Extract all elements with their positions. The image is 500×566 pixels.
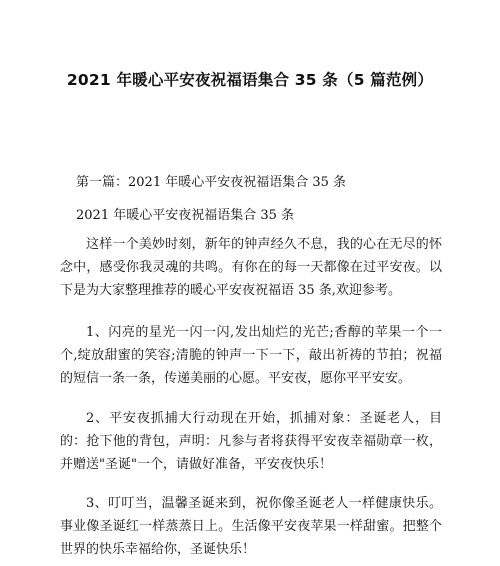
blessing-paragraph-1: 1、闪亮的星光一闪一闪,发出灿烂的光芒;香醇的苹果一个一个,绽放甜蜜的笑容;清脆的钟声一下一下，敲出祈祷的节拍；祝福的短信一条一条，传递美丽的心愿。平安夜，愿你平平安安。	[60, 325, 442, 386]
blessing-paragraph-2: 2、平安夜抓捕大行动现在开始，抓捕对象：圣诞老人，目的：抢下他的背包，声明：凡参与者将获得平安夜幸福勋章一枚，并赠送"圣诞"一个，请做好准备，平安夜快乐！	[60, 411, 442, 472]
blessing-paragraph-3: 3、叮叮当，温馨圣诞来到，祝你像圣诞老人一样健康快乐。事业像圣诞红一样蒸蒸日上。生活像平安夜苹果一样甜蜜。把整个世界的快乐幸福给你，圣诞快乐！	[60, 496, 442, 557]
document-title: 2021 年暖心平安夜祝福语集合 35 条（5 篇范例）	[66, 71, 434, 89]
intro-paragraph: 这样一个美妙时刻，新年的钟声经久不息，我的心在无尽的怀念中，感受你我灵魂的共鸣。有你在的每一天都像在过平安夜。以下是为大家整理推荐的暖心平安夜祝福语 35 条,欢迎参考。	[60, 237, 442, 298]
section-heading: 第一篇：2021 年暖心平安夜祝福语集合 35 条	[76, 175, 347, 190]
subheading: 2021 年暖心平安夜祝福语集合 35 条	[76, 208, 295, 223]
